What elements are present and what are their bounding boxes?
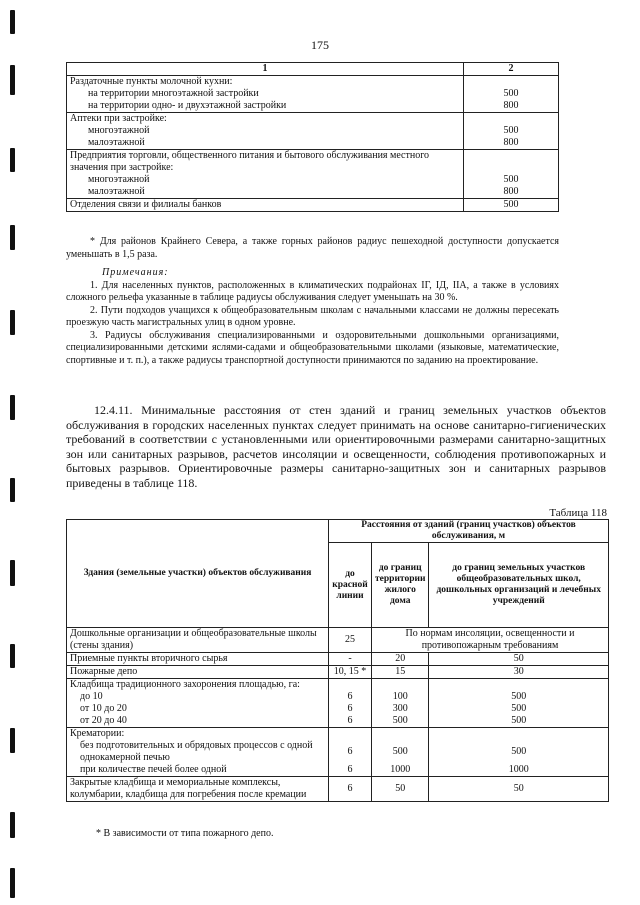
cell-value: По нормам инсоляции, освещенности и противопожарным требованиям [372, 628, 609, 653]
notes-block [66, 267, 559, 367]
cell-value: 800 [503, 100, 519, 111]
binder-mark [10, 395, 15, 420]
cell-value: 6 [347, 764, 353, 775]
page-number: 175 [311, 38, 329, 52]
group-label: Аптеки при застройке: [70, 113, 167, 124]
footnote [66, 236, 559, 261]
row-value [464, 150, 559, 199]
item-label: на территории одно- и двухэтажной застройки [88, 100, 287, 111]
cell-value: 500 [511, 691, 527, 702]
cell-value: 50 [429, 777, 609, 802]
cell-value: 30 [429, 666, 609, 679]
cell-value: 500 [392, 715, 408, 726]
notes-heading: Примечания: [102, 267, 169, 278]
cell-value: 50 [372, 777, 429, 802]
note-item: 3. Радиусы обслуживания специализированными и оздоровительными дошкольными организациями, специализированными детскими яслями-садами и общеобразовательными школами (языковые, математические, спортивные и т. п.), а также радиусы транспортной доступности принимаются по заданию на проектирование. [66, 329, 559, 366]
row-value [464, 76, 559, 113]
binder-mark [10, 478, 15, 502]
cell-value: 1000 [390, 764, 411, 775]
cell-value: 500 [464, 199, 559, 212]
binder-mark [10, 644, 15, 668]
cell-value: 6 [329, 777, 372, 802]
table-row [67, 150, 559, 199]
cell-value: 500 [503, 174, 519, 185]
cell-value: 500 [503, 125, 519, 136]
item-label: многоэтажной [88, 125, 150, 136]
note-item: 1. Для населенных пунктов, расположенных в климатических подрайонах IГ, IД, IIА, а также в условиях сложного рельефа указанные в таблице радиусы обслуживания следует уменьшать на 30 %. [66, 279, 559, 303]
distance-table [66, 519, 609, 802]
row-label: Закрытые кладбища и мемориальные комплексы, колумбарии, кладбища для погребения после кремации [67, 777, 329, 802]
table-row [67, 653, 609, 666]
item-label: при количестве печей более одной [80, 764, 227, 775]
row-label: Пожарные депо [67, 666, 329, 679]
row-label [67, 728, 329, 777]
group-label: Кладбища традиционного захоронения площадью, га: [70, 679, 300, 690]
item-label: многоэтажной [88, 174, 150, 185]
column-header: 2 [464, 63, 559, 76]
column-header: Здания (земельные участки) объектов обслуживания [67, 520, 329, 628]
service-radius-table [66, 62, 559, 212]
table-footnote: * В зависимости от типа пожарного депо. [96, 828, 274, 839]
note-item: 2. Пути подходов учащихся к общеобразовательным школам с начальными классами не должны пересекать проезжую часть магистральных улиц в одном уровне. [66, 304, 559, 328]
cell-value: 300 [392, 703, 408, 714]
cell-value: 6 [347, 715, 353, 726]
table-row [67, 666, 609, 679]
row-label: Дошкольные организации и общеобразовательные школы (стены здания) [67, 628, 329, 653]
cell-value [372, 679, 429, 728]
cell-value: 100 [392, 691, 408, 702]
table-header-row [67, 520, 609, 543]
binder-mark [10, 225, 15, 250]
cell-value: 6 [347, 691, 353, 702]
cell-value: 10, 15 * [329, 666, 372, 679]
paragraph-12-4-11: 12.4.11. Минимальные расстояния от стен зданий и границ земельных участков объектов обслуживания в городских населенных пунктах следует принимать на основе санитарно-гигиенических требований в соответствии с установленными или ориентировочными размерами санитарно-защитных зон или санитарных разрывов, расчетов инсоляции и освещенности, соблюдения противопожарных и бытовых разрывов. Ориентировочные размеры санитарно-защитных зон и санитарных разрывов приведены в таблице 118. [66, 403, 606, 490]
cell-value: 500 [511, 746, 527, 757]
cell-value: 25 [329, 628, 372, 653]
cell-value: 6 [347, 703, 353, 714]
binder-mark [10, 310, 15, 335]
group-label: Предприятия торговли, общественного питания и бытового обслуживания местного значения при застройке: [70, 150, 430, 173]
row-label: Отделения связи и филиалы банков [67, 199, 464, 212]
cell-value [429, 728, 609, 777]
cell-value: 500 [511, 703, 527, 714]
cell-value: 1000 [508, 764, 529, 775]
row-label [67, 150, 464, 199]
binder-mark [10, 812, 15, 838]
cell-value [329, 679, 372, 728]
column-group-header: Расстояния от зданий (границ участков) объектов обслуживания, м [329, 520, 609, 543]
row-label: Приемные пункты вторичного сырья [67, 653, 329, 666]
binder-mark [10, 10, 15, 34]
binder-mark [10, 560, 15, 586]
cell-value: 500 [392, 746, 408, 757]
table-row [67, 199, 559, 212]
table-caption: Таблица 118 [549, 507, 607, 519]
item-label: малоэтажной [88, 186, 145, 197]
cell-value [329, 728, 372, 777]
item-label: от 20 до 40 [80, 715, 127, 726]
table-row [67, 76, 559, 113]
cell-value [429, 679, 609, 728]
group-label: Крематории: [70, 728, 125, 739]
row-label [67, 76, 464, 113]
cell-value: 20 [372, 653, 429, 666]
cell-value [372, 728, 429, 777]
item-label: от 10 до 20 [80, 703, 127, 714]
row-value [464, 113, 559, 150]
row-label [67, 679, 329, 728]
item-label: на территории многоэтажной застройки [88, 88, 259, 99]
binder-mark [10, 65, 15, 95]
binder-mark [10, 868, 15, 898]
table-row [67, 777, 609, 802]
column-header: до границ земельных участков общеобразовательных школ, дошкольных организаций и лечебных учреждений [429, 543, 609, 628]
cell-value: 500 [511, 715, 527, 726]
cell-value: 6 [347, 746, 353, 757]
binder-mark [10, 148, 15, 172]
footnote-text: * Для районов Крайнего Севера, а также горных районов радиус пешеходной доступности допускается уменьшать в 1,5 раза. [66, 236, 559, 260]
cell-value: 500 [503, 88, 519, 99]
column-header: 1 [67, 63, 464, 76]
item-label: без подготовительных и обрядовых процессов с одной однокамерной печью [80, 740, 313, 763]
table-row [67, 628, 609, 653]
cell-value: 15 [372, 666, 429, 679]
table-row [67, 679, 609, 728]
group-label: Раздаточные пункты молочной кухни: [70, 76, 233, 87]
binder-mark [10, 728, 15, 753]
column-header: до границ территории жилого дома [372, 543, 429, 628]
table-row [67, 728, 609, 777]
item-label: малоэтажной [88, 137, 145, 148]
table-row [67, 113, 559, 150]
cell-value: 800 [503, 137, 519, 148]
item-label: до 10 [80, 691, 103, 702]
row-label [67, 113, 464, 150]
cell-value: 800 [503, 186, 519, 197]
column-header: до красной линии [329, 543, 372, 628]
cell-value: - [329, 653, 372, 666]
table-header-row [67, 63, 559, 76]
cell-value: 50 [429, 653, 609, 666]
